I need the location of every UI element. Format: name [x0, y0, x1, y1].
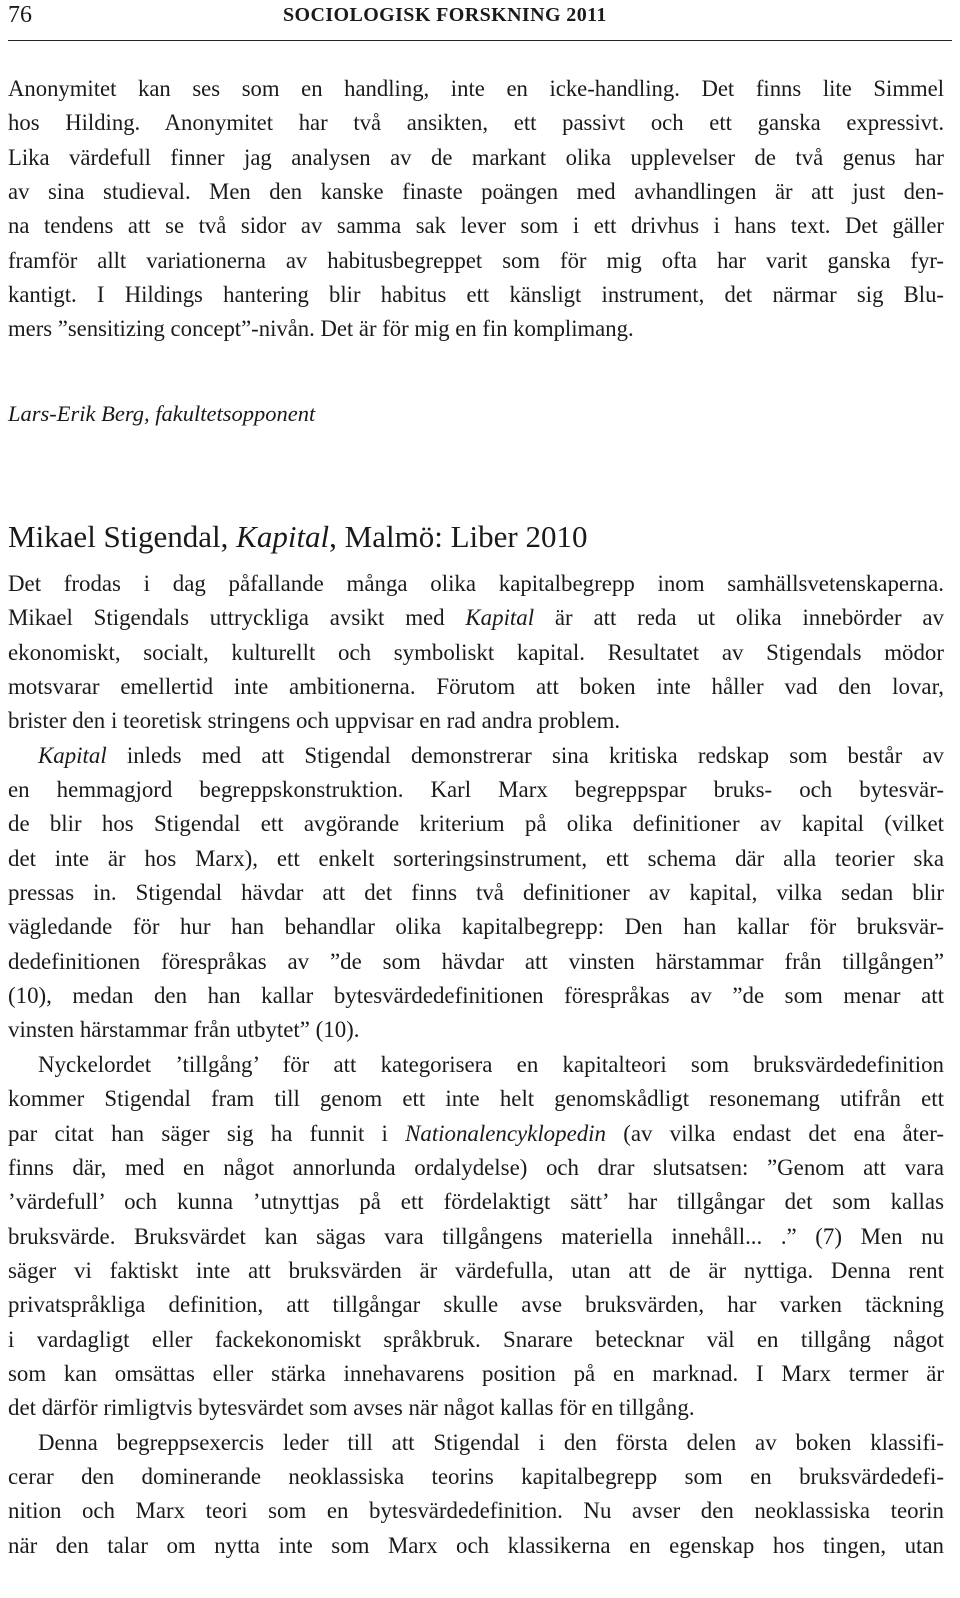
text-line: ekonomiskt, socialt, kulturellt och symboliskt kapital. Resultatet av Stigendals mödor — [8, 639, 944, 665]
running-head: SOCIOLOGISK FORSKNING 2011 — [283, 4, 607, 26]
text-line: ’värdefull’ och kunna ’utnyttjas på ett fördelaktigt sätt’ har tillgångar det som kallas — [8, 1189, 944, 1215]
text-line: det inte är hos Marx), ett enkelt sorteringsinstrument, ett schema där alla teorier ska — [8, 845, 944, 871]
text-line: av sina studieval. Men den kanske finaste poängen med avhandlingen är att just den- — [8, 179, 944, 205]
reviewer-signature: Lars-Erik Berg, fakultetsopponent — [8, 401, 316, 426]
text-line: säger vi faktiskt inte att bruksvärden är värdefulla, utan att de är nyttiga. Denna rent — [8, 1257, 944, 1283]
text-line: na tendens att se två sidor av samma sak lever som i ett drivhus i hans text. Det gäller — [8, 213, 944, 239]
text-line: vägledande för hur han behandlar olika kapitalbegrepp: Den han kallar för bruksvär- — [8, 914, 944, 940]
text-line: Nyckelordet ’tillgång’ för att kategorisera en kapitalteori som bruksvärdedefinition — [38, 1051, 944, 1077]
text-line: Kapital inleds med att Stigendal demonstrerar sina kritiska redskap som består av — [38, 742, 944, 768]
book-title-inline: Kapital — [465, 605, 535, 631]
text-line: finns där, med en något annorlunda ordalydelse) och drar slutsatsen: ”Genom att vara — [8, 1154, 944, 1180]
text-line: nition och Marx teori som en bytesvärdedefinition. Nu avser den neoklassiska teorin — [8, 1498, 944, 1524]
book-title-inline: Kapital — [38, 742, 107, 768]
text-line: bruksvärde. Bruksvärdet kan sägas vara tillgångens materiella innehåll... .” (7) Men nu — [8, 1223, 944, 1249]
review-publisher: , Malmö: Liber 2010 — [329, 519, 588, 554]
text-line: framför allt variationerna av habitusbegreppet som för mig ofta har varit ganska fyr- — [8, 247, 944, 273]
text-line: som kan omsättas eller stärka innehavarens position på en marknad. I Marx termer är — [8, 1360, 944, 1386]
review-heading — [8, 517, 587, 557]
text-line: Anonymitet kan ses som en handling, inte en icke-handling. Det finns lite Simmel — [8, 76, 944, 101]
text-line: mers ”sensitizing concept”-nivån. Det är för mig en fin komplimang. — [8, 316, 634, 342]
text-line: (10), medan den han kallar bytesvärdedefinitionen förespråkas av ”de som menar att — [8, 983, 944, 1009]
text-line: kantigt. I Hildings hantering blir habitus ett känsligt instrument, det närmar sig Blu- — [8, 282, 944, 308]
opponent-paragraph — [8, 72, 944, 347]
source-title-inline: Nationalencyklopedin — [405, 1120, 606, 1146]
text-line: Denna begreppsexercis leder till att Stigendal i den första delen av boken klassifi- — [38, 1429, 944, 1455]
text-line: privatspråkliga definition, att tillgångar skulle avse bruksvärden, har varken täckning — [8, 1292, 944, 1318]
text-line: pressas in. Stigendal hävdar att det finns två definitioner av kapital, vilka sedan blir — [8, 880, 944, 906]
text-line: dedefinitionen förespråkas av ”de som hävdar att vinsten härstammar från tillgången” — [8, 948, 944, 974]
text-line: en hemmagjord begreppskonstruktion. Karl Marx begreppspar bruks- och bytesvär- — [8, 777, 944, 803]
text-line: i vardagligt eller fackekonomiskt språkbruk. Snarare betecknar väl en tillgång något — [8, 1326, 944, 1352]
text-line: kommer Stigendal fram till genom ett inte helt genomskådligt resonemang utifrån ett — [8, 1086, 944, 1112]
page-header — [8, 0, 952, 41]
text-line: vinsten härstammar från utbytet” (10). — [8, 1017, 360, 1043]
review-author: Mikael Stigendal, — [8, 519, 237, 554]
text-line: Lika värdefull finner jag analysen av de markant olika upplevelser de två genus har — [8, 144, 944, 170]
text-line: Mikael Stigendals uttryckliga avsikt med Kapital är att reda ut olika innebörder av — [8, 605, 944, 631]
text-line: hos Hilding. Anonymitet har två ansikten, ett passivt och ett ganska expressivt. — [8, 110, 944, 136]
text-line: de blir hos Stigendal ett avgörande kriterium på olika definitioner av kapital (vilket — [8, 811, 944, 837]
text-line: Det frodas i dag påfallande många olika kapitalbegrepp inom samhällsvetenskaperna. — [8, 571, 944, 596]
text-line: par citat han säger sig ha funnit i Nationalencyklopedin (av vilka endast det ena åter- — [8, 1120, 944, 1146]
review-book-title: Kapital — [236, 519, 330, 554]
text-line: det därför rimligtvis bytesvärdet som avses när något kallas för en tillgång. — [8, 1395, 695, 1421]
text-line: motsvarar emellertid inte ambitionerna. Förutom att boken inte håller vad den lovar, — [8, 674, 944, 700]
text-line: brister den i teoretisk stringens och uppvisar en rad andra problem. — [8, 708, 621, 734]
text-line: när den talar om nytta inte som Marx och klassikerna en egenskap hos tingen, utan — [8, 1532, 944, 1558]
text-line: cerar den dominerande neoklassiska teorins kapitalbegrepp som en bruksvärdedefi- — [8, 1463, 944, 1489]
page-number: 76 — [8, 2, 32, 28]
review-body — [8, 567, 944, 1563]
